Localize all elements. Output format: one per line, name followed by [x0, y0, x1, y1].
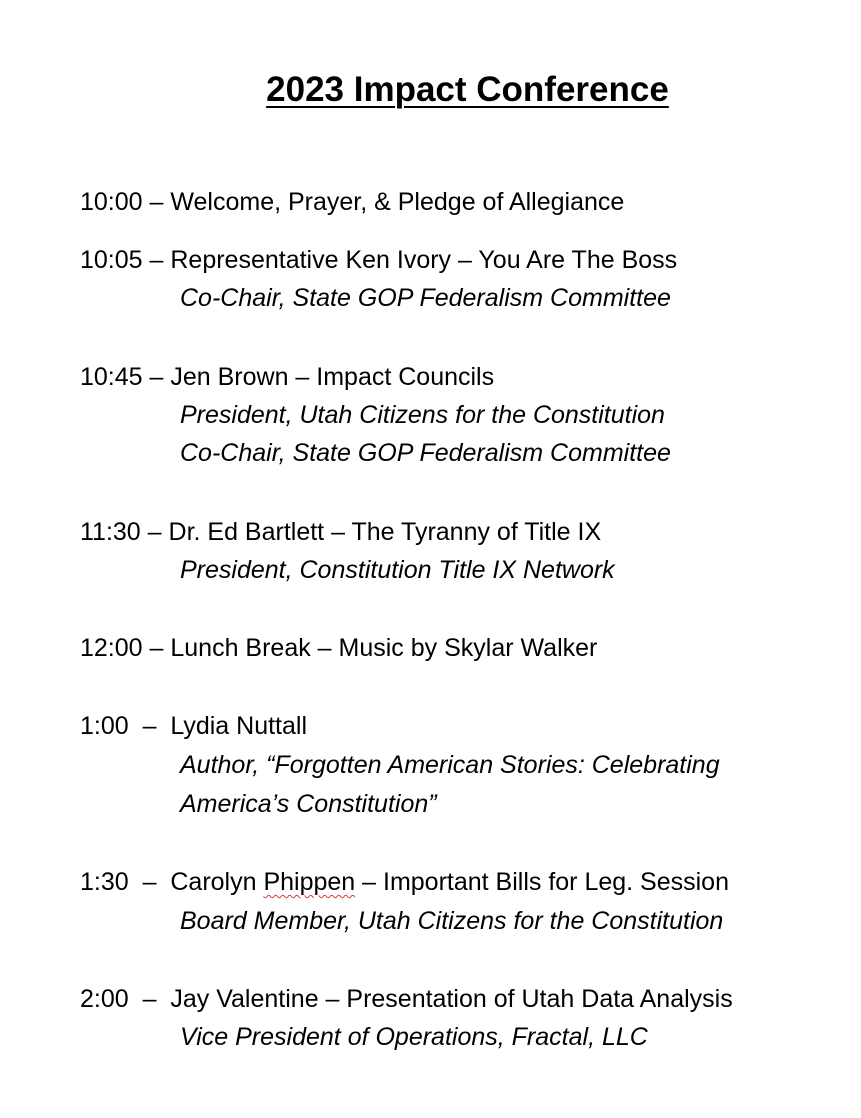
agenda-headline: Jay Valentine – Presentation of Utah Data Analysis: [170, 985, 733, 1013]
agenda-detail: Co-Chair, State GOP Federalism Committee: [180, 439, 671, 467]
agenda-separator: –: [128, 985, 171, 1013]
agenda-separator: –: [128, 712, 171, 740]
agenda-detail: Board Member, Utah Citizens for the Constitution: [180, 907, 724, 935]
speaker-first-name: Carolyn: [170, 868, 264, 896]
agenda-separator: –: [142, 363, 171, 391]
agenda-item-1005: [80, 244, 677, 276]
agenda-headline: Welcome, Prayer, & Pledge of Allegiance: [170, 188, 625, 216]
spellcheck-flagged-word: Phippen: [263, 868, 356, 896]
agenda-headline: Lunch Break – Music by Skylar Walker: [170, 634, 598, 662]
agenda-headline: Dr. Ed Bartlett – The Tyranny of Title IX: [168, 518, 602, 546]
agenda-detail: Vice President of Operations, Fractal, LLC: [180, 1023, 648, 1051]
agenda-item-1000: [80, 186, 624, 218]
agenda-time: 1:30: [80, 868, 129, 896]
agenda-item-200: [80, 983, 733, 1015]
agenda-separator: –: [142, 246, 171, 274]
agenda-item-130: [80, 866, 729, 898]
agenda-headline: Jen Brown – Impact Councils: [170, 363, 495, 391]
agenda-topic: – Important Bills for Leg. Session: [355, 868, 729, 896]
agenda-time: 1:00: [80, 712, 129, 740]
agenda-time: 11:30: [80, 518, 141, 546]
agenda-time: 10:45: [80, 363, 143, 391]
agenda-separator: –: [140, 518, 169, 546]
agenda-item-100: [80, 710, 307, 742]
agenda-time: 10:00: [80, 188, 143, 216]
agenda-separator: –: [142, 188, 171, 216]
agenda-headline: Lydia Nuttall: [170, 712, 308, 740]
agenda-detail: President, Utah Citizens for the Constitution: [180, 401, 665, 429]
agenda-time: 10:05: [80, 246, 143, 274]
agenda-time: 12:00: [80, 634, 143, 662]
agenda-detail: America’s Constitution”: [180, 790, 437, 818]
page-title-text: 2023 Impact Conference: [266, 70, 669, 109]
page-title: [0, 66, 861, 114]
agenda-item-1130: [80, 516, 601, 548]
agenda-separator: –: [128, 868, 171, 896]
agenda-detail: Co-Chair, State GOP Federalism Committee: [180, 284, 671, 312]
agenda-item-1200: [80, 632, 597, 664]
agenda-headline: Representative Ken Ivory – You Are The Boss: [170, 246, 678, 274]
agenda-separator: –: [142, 634, 171, 662]
agenda-detail: Author, “Forgotten American Stories: Celebrating: [180, 751, 720, 779]
agenda-time: 2:00: [80, 985, 129, 1013]
agenda-detail: President, Constitution Title IX Network: [180, 556, 615, 584]
agenda-item-1045: [80, 361, 494, 393]
